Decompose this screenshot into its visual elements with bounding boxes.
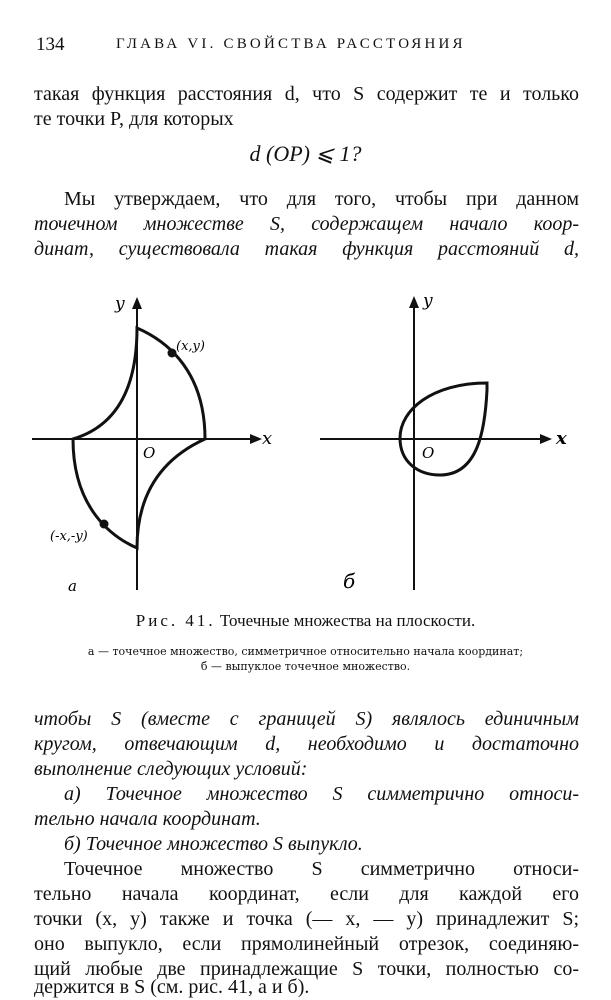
running-title: ГЛАВА VI. СВОЙСТВА РАССТОЯНИЯ: [116, 36, 466, 52]
page-number: 134: [36, 34, 65, 55]
claim-line-3: динат, существовала такая функция расстояний d,: [34, 238, 579, 260]
body-para-line-4: оно выпукло, если прямолинейный отрезок, соединяю-: [34, 933, 579, 955]
claim-line-2: точечном множестве S, содержащем начало коор-: [34, 213, 579, 235]
body-para-line-1: Точечное множество S симметрично относи-: [64, 858, 579, 880]
caption-lead: Рис. 41.: [135, 611, 216, 630]
body-cont-line-1: чтобы S (вместе с границей S) являлось единичным: [34, 708, 579, 730]
condition-a-line-2: тельно начала координат.: [34, 808, 261, 830]
body-cont-line-3: выполнение следующих условий:: [34, 758, 308, 780]
caption-legend-a: а — точечное множество, симметричное относительно начала координат;: [87, 645, 524, 658]
figure-b-x-arrow: [540, 434, 552, 444]
figure-a-x-label: x: [262, 428, 273, 449]
claim-line-1: Мы утверждаем, что для того, чтобы при данном: [64, 188, 579, 210]
body-para-line-3: точки (x, y) также и точка (— x, — y) принадлежит S;: [34, 908, 579, 930]
figure-caption: [0, 611, 611, 631]
condition-a-line-1: а) Точечное множество S симметрично относи-: [64, 783, 579, 805]
figure-a-panel-label: а: [68, 577, 77, 595]
intro-line-1: такая функция расстояния d, что S содержит те и только: [34, 83, 579, 105]
figure-b-y-label: y: [423, 291, 433, 311]
figure-b: [320, 291, 567, 593]
figure-b-y-arrow: [409, 296, 419, 308]
figure-b-origin-label: O: [422, 444, 435, 462]
figure-b-panel-label: б: [343, 569, 356, 593]
body-para-line-2: тельно начала координат, если для каждой его: [34, 883, 579, 905]
caption-legend-b: б — выпуклое точечное множество.: [200, 660, 411, 673]
page-header: [36, 34, 576, 58]
figure-a-point-neg-label: (-x,-y): [50, 529, 88, 544]
figure-a-origin-label: O: [143, 444, 156, 462]
formula: d (OP) ⩽ 1?: [249, 141, 362, 166]
body-cont-line-2: кругом, отвечающим d, необходимо и достаточно: [34, 733, 579, 755]
figure-b-x-label: x: [556, 428, 567, 449]
intro-line-2: те точки P, для которых: [34, 108, 234, 130]
caption-text: Точечные множества на плоскости.: [219, 611, 476, 630]
figure-a-y-label: y: [115, 294, 125, 314]
figure-a-y-arrow: [132, 297, 142, 309]
figure-a-x-arrow: [250, 434, 262, 444]
condition-b: б) Точечное множество S выпукло.: [64, 833, 363, 855]
figure-a-point-neg: [100, 520, 109, 529]
figure-a: [32, 294, 272, 595]
figure-a-point-label: (x,y): [176, 339, 205, 354]
body-para-line-5: щий любые две принадлежащие S точки, полностью со-: [34, 958, 579, 980]
body-para-line-6: держится в S (см. рис. 41, а и б).: [34, 976, 310, 998]
figure-41: [0, 285, 611, 605]
